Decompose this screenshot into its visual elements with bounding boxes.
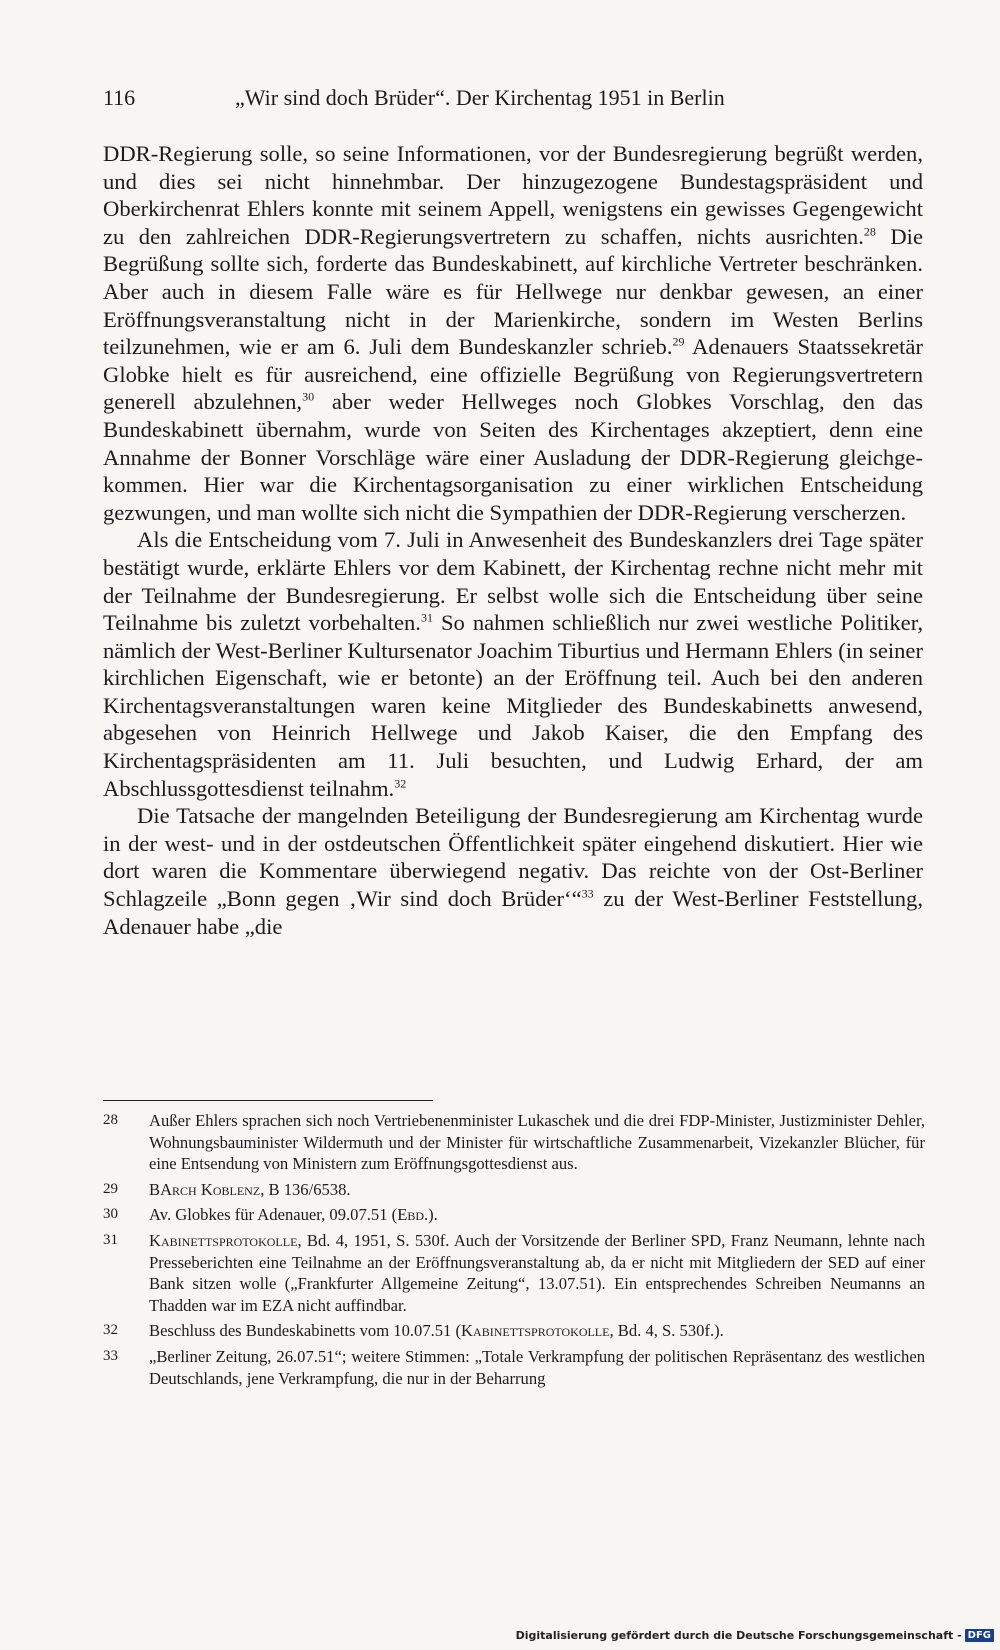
paragraph [103,802,923,940]
footnote-number: 30 [103,1206,118,1223]
text-run: Adenauers Staatssekretär Globke hielt es für ausreichend, eine offizielle Begrüßung von Regierungsvertretern generell abzulehnen, [103,334,923,415]
text-run: Av. Globkes für Adenauer, 09.07.51 ( [149,1205,398,1225]
footnote-number: 28 [103,1112,118,1128]
body-text [103,140,923,940]
text-run: DDR-Regierung solle, so seine Informationen, vor der Bundesregierung begrüßt werden, und dies sei nicht hinnehmbar. Der hinzugezogene Bundestagspräsident und Oberkirchenrat Ehlers konnte mit seinem Appell, wenigstens ein gewisses Gegengewicht zu den zahlreichen DDR-Regierungsvertretern zu schaffen, nichts ausrichten. [103,141,923,249]
footnote-ref[interactable]: 29 [672,334,685,349]
text-run: Die Tatsache der mangelnden Beteiligung der Bundesregierung am Kirchentag wurde in der west- und in der ostdeutschen Öffentlichkeit später eingehend diskutiert. Hier wie dort waren die Kommentare überwiegend negativ. Das reichte von der Ost-Berliner Schlagzeile „Bonn gegen ‚Wir sind doch Brüder‘“ [103,803,923,912]
text-run: aber weder Hellweges noch Globkes Vorschlag, den das Bundeskabinett übernahm, wurde von Seiten des Kirchentages akzeptiert, denn eine Annahme der Bonner Vorschläge wäre einer Ausladung der DDR-Regierung gleichgekommen. Hier war die Kirchentagsorganisation zu einer wirklichen Entscheidung gezwungen, und man wollte sich nicht die Sympathien der DDR-Regierung verscherzen. [103,389,923,525]
footnotes [103,1110,925,1393]
footnote-ref[interactable]: 33 [581,886,594,901]
text-run: , Bd. 4, S. 530f.). [609,1321,724,1341]
footnote-text [149,1320,925,1342]
source-name: Kabinettsprotokolle [461,1321,610,1341]
running-title: „Wir sind doch Brüder“. Der Kirchentag 1951 in Berlin [235,85,725,110]
footnote [103,1346,925,1389]
text-run: , Bd. 4, 1951, S. 530f. Auch der Vorsitzende der Berliner SPD, Franz Neumann, lehnte nach Presseberichten eine Teilnahme an der Eröffnungsveranstaltung ab, da er nicht mit Mitgliedern der SED auf einer Bank sitzen wolle („Frankfurter Allgemeine Zeitung“, 13.07.51). Ein entsprechendes Schreiben Neumanns an Thadden war im EZA nicht auffindbar. [149,1230,925,1315]
footnote-number: 32 [103,1322,118,1339]
footnote-ref[interactable]: 28 [863,224,876,239]
footnote [103,1320,925,1342]
footnote-ref[interactable]: 31 [420,610,433,625]
footnote-text [149,1230,925,1316]
footnote-text [149,1110,925,1175]
source-name: Ebd. [397,1205,429,1225]
text-run: Beschluss des Bundeskabinetts vom 10.07.51 ( [149,1321,462,1341]
text-run: „Berliner Zeitung, 26.07.51“; weitere Stimmen: „Totale Verkrampfung der politischen Repräsentanz des westlichen Deutschlands, jene Verkrampfung, die nur in der Beharrung [149,1346,925,1388]
text-run: Als die Entscheidung vom 7. Juli in Anwesenheit des Bundeskanzlers drei Tage später bestätigt wurde, erklärte Ehlers vor dem Kabinett, der Kirchentag rechne nicht mehr mit der Teilnahme der Bundesregierung. Er selbst wolle sich die Entscheidung über seine Teilnahme bis zuletzt vorbehalten. [103,527,923,636]
text-run: ). [428,1205,438,1225]
footnote [103,1204,925,1226]
footnote [103,1110,925,1175]
footnote-ref[interactable]: 32 [394,776,407,791]
paragraph [103,140,923,526]
footnote [103,1179,925,1201]
footnote-text [149,1179,925,1201]
dfg-logo: DFG [965,1629,994,1642]
text-run: , B 136/6538. [260,1179,351,1199]
footnote-text [149,1204,925,1226]
text-run: Außer Ehlers sprachen sich noch Vertriebenenminister Lukaschek und die drei FDP-Minister, Justizminister Dehler, Wohnungsbauminister Wildermuth und der Minister für wirtschaftliche Zusammenarbeit, Vizekanzler Blücher, für eine Entsendung von Ministern zum Eröffnungsgottesdienst aus. [149,1111,925,1174]
footnote-number: 31 [103,1231,118,1248]
page-number: 116 [103,85,136,110]
text-run: So nahmen schließlich nur zwei westliche Politiker, nämlich der West-Berliner Kultursenator Joachim Tiburtius und Hermann Ehlers (in seiner kirchlichen Eigenschaft, wie er betonte) an der Eröffnung teil. Auch bei den anderen Kirchentagsveranstaltungen waren keine Mitglieder des Bundeskabinetts anwesend, abgesehen von Heinrich Hellwege und Jakob Kaiser, die den Empfang des Kirchentagspräsidenten am 11. Juli besuchten, und Ludwig Erhard, der am Abschlussgottesdienst teilnahm. [103,610,923,801]
footnote-text [149,1346,925,1389]
source-name: BArch Koblenz [149,1179,261,1199]
footnote-number: 29 [103,1180,118,1197]
footnote [103,1230,925,1316]
text-run: Die Begrüßung sollte sich, forderte das Bundeskabinett, auf kirchliche Vertreter beschränken. Aber auch in diesem Falle wäre es für Hellwege nur denkbar gewesen, an einer Eröffnungsveranstaltung nicht in der Marienkirche, sondern im Westen Berlins teilzunehmen, wie er am 6. Juli dem Bundeskanzler schrieb. [103,223,923,360]
credit-text: Digitalisierung gefördert durch die Deutsche Forschungsgemeinschaft - [515,1629,962,1642]
footnote-rule [103,1100,433,1101]
running-header [103,84,903,112]
footnote-number: 33 [103,1347,118,1364]
digitization-credit [516,1629,994,1642]
footnote-ref[interactable]: 30 [302,389,315,404]
paragraph [103,526,923,802]
source-name: Kabinettsprotokolle [149,1230,298,1250]
text-run: zu der West-Berliner Feststellung, Adenauer habe „die [103,886,923,939]
